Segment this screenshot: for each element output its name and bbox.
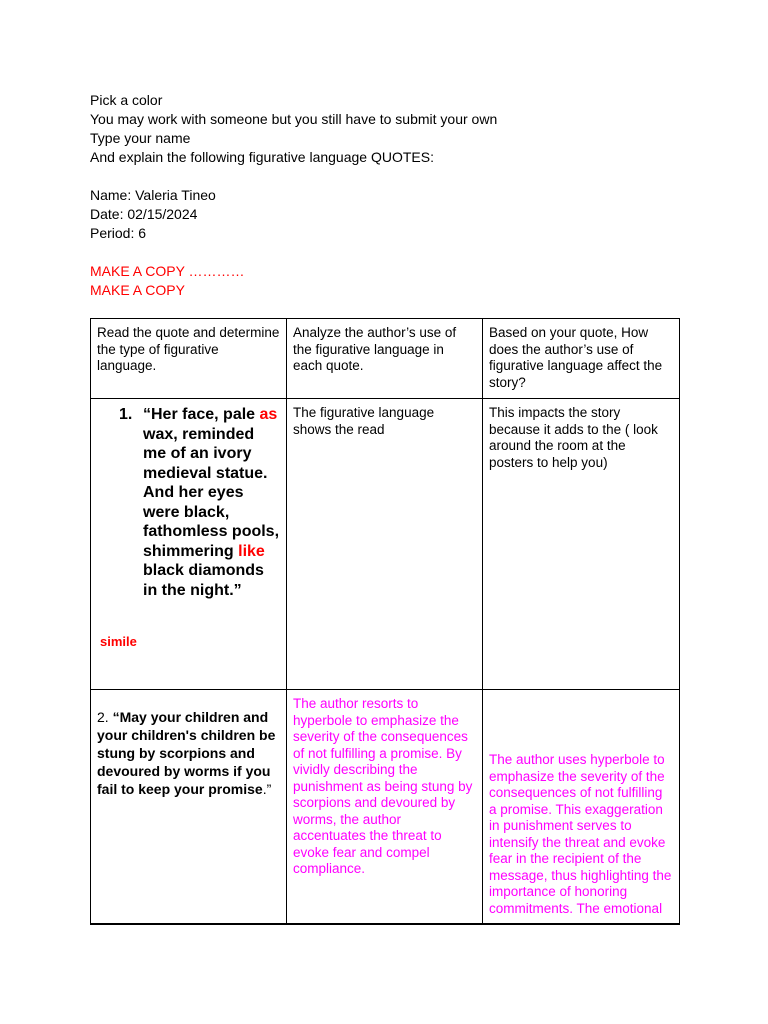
- quote-segment: wax, reminded me of an ivory medieval statue. And her eyes were black, fathomless pools, shimmering: [143, 425, 280, 560]
- effect-cell: This impacts the story because it adds to the ( look around the room at the posters to help you): [483, 399, 680, 690]
- instruction-line: You may work with someone but you still have to submit your own: [90, 111, 498, 127]
- instruction-line: And explain the following figurative language QUOTES:: [90, 149, 434, 165]
- instruction-line: Pick a color: [90, 92, 163, 108]
- quote-segment: “Her face, pale: [143, 406, 260, 423]
- table-row: [91, 690, 680, 925]
- quote-number: 1.: [119, 406, 133, 423]
- analysis-cell: The author resorts to hyperbole to emphasize the severity of the consequences of not fulfilling a promise. By vividly describing the punishment as being stung by scorpions and devoured by worms, the author accentuates the threat to evoke fear and compel compliance.: [287, 690, 483, 925]
- quote-segment: .”: [262, 781, 272, 797]
- header-cell: Read the quote and determine the type of figurative language.: [91, 319, 287, 399]
- quote-segment: “May your children and your children's children be stung by scorpions and devoured by worms if you fail to keep your promise: [97, 709, 276, 797]
- highlight-word-as: as: [259, 406, 278, 423]
- quote-text: [97, 696, 280, 798]
- quote-list-item: [97, 405, 280, 600]
- header-cell: Analyze the author’s use of the figurative language in each quote.: [287, 319, 483, 399]
- student-name: Name: Valeria Tineo: [90, 187, 216, 203]
- instruction-line: Type your name: [90, 130, 191, 146]
- figurative-type-label: simile: [100, 634, 137, 649]
- class-period: Period: 6: [90, 225, 147, 241]
- spacer: [90, 243, 497, 262]
- header-cell: Based on your quote, How does the author’s use of figurative language affect the story?: [483, 319, 680, 399]
- quote-cell: [91, 399, 287, 690]
- instructions-block: [90, 91, 497, 300]
- highlight-word-like: like: [238, 542, 265, 560]
- spacer: [90, 167, 497, 186]
- quote-number: 2.: [97, 709, 113, 725]
- analysis-cell: The figurative language shows the read: [287, 399, 483, 690]
- table-header-row: [91, 319, 680, 399]
- submission-date: Date: 02/15/2024: [90, 206, 198, 222]
- make-copy-note: MAKE A COPY …………: [90, 263, 245, 279]
- make-copy-note: MAKE A COPY: [90, 282, 185, 298]
- figurative-language-table: [90, 318, 680, 925]
- quote-segment: black diamonds in the night.”: [143, 562, 264, 599]
- table-row: [91, 399, 680, 690]
- quote-cell: [91, 690, 287, 925]
- quote-text: [143, 405, 280, 600]
- effect-text: The author uses hyperbole to emphasize the severity of the consequences of not fulfilling a promise. This exaggeration in punishment serves to intensify the threat and evoke fear in the recipient of the message, thus highlighting the importance of honoring commitments. The emotional: [489, 752, 672, 916]
- effect-cell: [483, 690, 680, 925]
